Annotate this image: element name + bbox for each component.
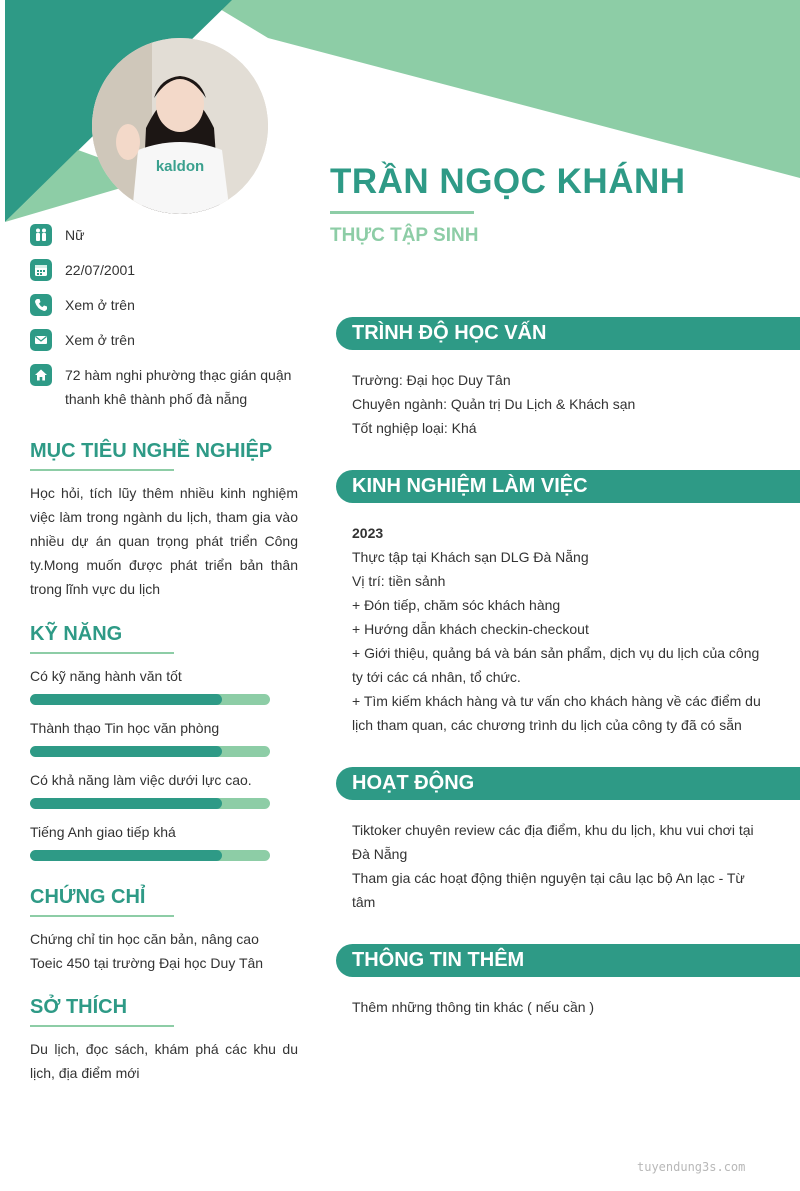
experience-body bbox=[352, 521, 762, 737]
experience-line: + Giới thiệu, quảng bá và bán sản phẩm, dịch vụ du lịch của công ty tới các cá nhân, tổ chức. bbox=[352, 645, 760, 685]
skill-bar-fill bbox=[30, 746, 222, 757]
gender-text: Nữ bbox=[65, 227, 85, 243]
name-underline bbox=[330, 211, 474, 214]
hobbies-title: SỞ THÍCH bbox=[30, 996, 128, 1018]
watermark: tuyendung3s.com bbox=[637, 1160, 746, 1174]
certificates-underline bbox=[30, 915, 174, 917]
candidate-name: TRẦN NGỌC KHÁNH bbox=[330, 162, 686, 201]
experience-year: 2023 bbox=[352, 525, 384, 541]
phone-text: Xem ở trên bbox=[65, 297, 135, 313]
svg-text:kaldon: kaldon bbox=[155, 158, 205, 175]
skills-underline bbox=[30, 652, 174, 654]
gender-row bbox=[30, 224, 300, 247]
education-line: Tốt nghiệp loại: Khá bbox=[352, 420, 477, 436]
more-info-text: Thêm những thông tin khác ( nếu cần ) bbox=[352, 999, 595, 1015]
activities-header bbox=[336, 767, 800, 800]
skill-item bbox=[30, 770, 298, 809]
certificates-title: CHỨNG CHỈ bbox=[30, 886, 146, 908]
address-text: 72 hàm nghi phường thạc gián quận thanh khê thành phố đà nẵng bbox=[65, 367, 292, 407]
email-text: Xem ở trên bbox=[65, 332, 135, 348]
phone-row bbox=[30, 294, 300, 317]
phone-icon bbox=[30, 294, 52, 316]
skills-title: KỸ NĂNG bbox=[30, 623, 123, 645]
calendar-icon bbox=[30, 259, 52, 281]
more-info-title: THÔNG TIN THÊM bbox=[352, 949, 525, 971]
activity-line: Tiktoker chuyên review các địa điểm, khu du lịch, khu vui chơi tại Đà Nẵng bbox=[352, 822, 754, 862]
skill-bar bbox=[30, 850, 270, 861]
mail-icon bbox=[30, 329, 52, 351]
hobbies-text: Du lịch, đọc sách, khám phá các khu du lịch, địa điểm mới bbox=[30, 1041, 298, 1081]
education-line: Chuyên ngành: Quản trị Du Lịch & Khách sạn bbox=[352, 396, 636, 412]
activity-line: Tham gia các hoạt động thiện nguyện tại câu lạc bộ An lạc - Từ tâm bbox=[352, 870, 745, 910]
education-header bbox=[336, 317, 800, 350]
experience-title: KINH NGHIỆM LÀM VIỆC bbox=[352, 475, 588, 497]
email-row bbox=[30, 329, 300, 352]
skill-label: Có kỹ năng hành văn tốt bbox=[30, 668, 182, 684]
objective-title: MỤC TIÊU NGHỀ NGHIỆP bbox=[30, 440, 273, 462]
skill-item bbox=[30, 822, 298, 861]
experience-line: Thực tập tại Khách sạn DLG Đà Nẵng bbox=[352, 549, 589, 565]
skill-bar-fill bbox=[30, 798, 222, 809]
hobbies-underline bbox=[30, 1025, 174, 1027]
birthday-text: 22/07/2001 bbox=[65, 262, 136, 278]
objective-section bbox=[30, 440, 298, 601]
more-info-body bbox=[352, 995, 762, 1019]
job-title: THỰC TẬP SINH bbox=[330, 225, 479, 246]
home-icon bbox=[30, 364, 52, 386]
certificates-section bbox=[30, 886, 298, 975]
skill-item bbox=[30, 666, 298, 705]
objective-underline bbox=[30, 469, 174, 471]
more-info-header bbox=[336, 944, 800, 977]
activities-body bbox=[352, 818, 762, 914]
certificate-item: Toeic 450 tại trường Đại học Duy Tân bbox=[30, 955, 264, 971]
skill-label: Thành thạo Tin học văn phòng bbox=[30, 720, 220, 736]
experience-line: Vị trí: tiền sảnh bbox=[352, 573, 446, 589]
skill-bar bbox=[30, 694, 270, 705]
experience-line: + Hướng dẫn khách checkin-checkout bbox=[352, 621, 589, 637]
skill-bar bbox=[30, 798, 270, 809]
skill-item bbox=[30, 718, 298, 757]
education-title: TRÌNH ĐỘ HỌC VẤN bbox=[352, 322, 547, 344]
experience-header bbox=[336, 470, 800, 503]
education-body bbox=[352, 368, 762, 440]
skills-section bbox=[30, 623, 298, 874]
hobbies-section bbox=[30, 996, 298, 1085]
activities-title: HOẠT ĐỘNG bbox=[352, 772, 475, 794]
skill-label: Có khả năng làm việc dưới lực cao. bbox=[30, 772, 252, 788]
skill-label: Tiếng Anh giao tiếp khá bbox=[30, 824, 176, 840]
certificates-list bbox=[30, 927, 298, 975]
birthday-row bbox=[30, 259, 300, 282]
objective-text: Học hỏi, tích lũy thêm nhiều kinh nghiệm việc làm trong ngành du lịch, tham gia vào nhiều dự án quan trọng phát triển Công ty.Mong muốn được phát triển bản thân trong lĩnh vực du lịch bbox=[30, 485, 298, 597]
skill-bar bbox=[30, 746, 270, 757]
skill-bar-fill bbox=[30, 850, 222, 861]
profile-photo bbox=[92, 38, 268, 214]
skill-bar-fill bbox=[30, 694, 222, 705]
address-row bbox=[30, 364, 300, 411]
personal-info bbox=[30, 224, 300, 423]
certificate-item: Chứng chỉ tin học căn bản, nâng cao bbox=[30, 931, 259, 947]
education-line: Trường: Đại học Duy Tân bbox=[352, 372, 511, 388]
experience-line: + Đón tiếp, chăm sóc khách hàng bbox=[352, 597, 561, 613]
experience-line: + Tìm kiếm khách hàng và tư vấn cho khách hàng về các điểm du lịch tham quan, các chương trình du lịch của công ty đã có sẵn bbox=[352, 693, 761, 733]
gender-icon bbox=[30, 224, 52, 246]
